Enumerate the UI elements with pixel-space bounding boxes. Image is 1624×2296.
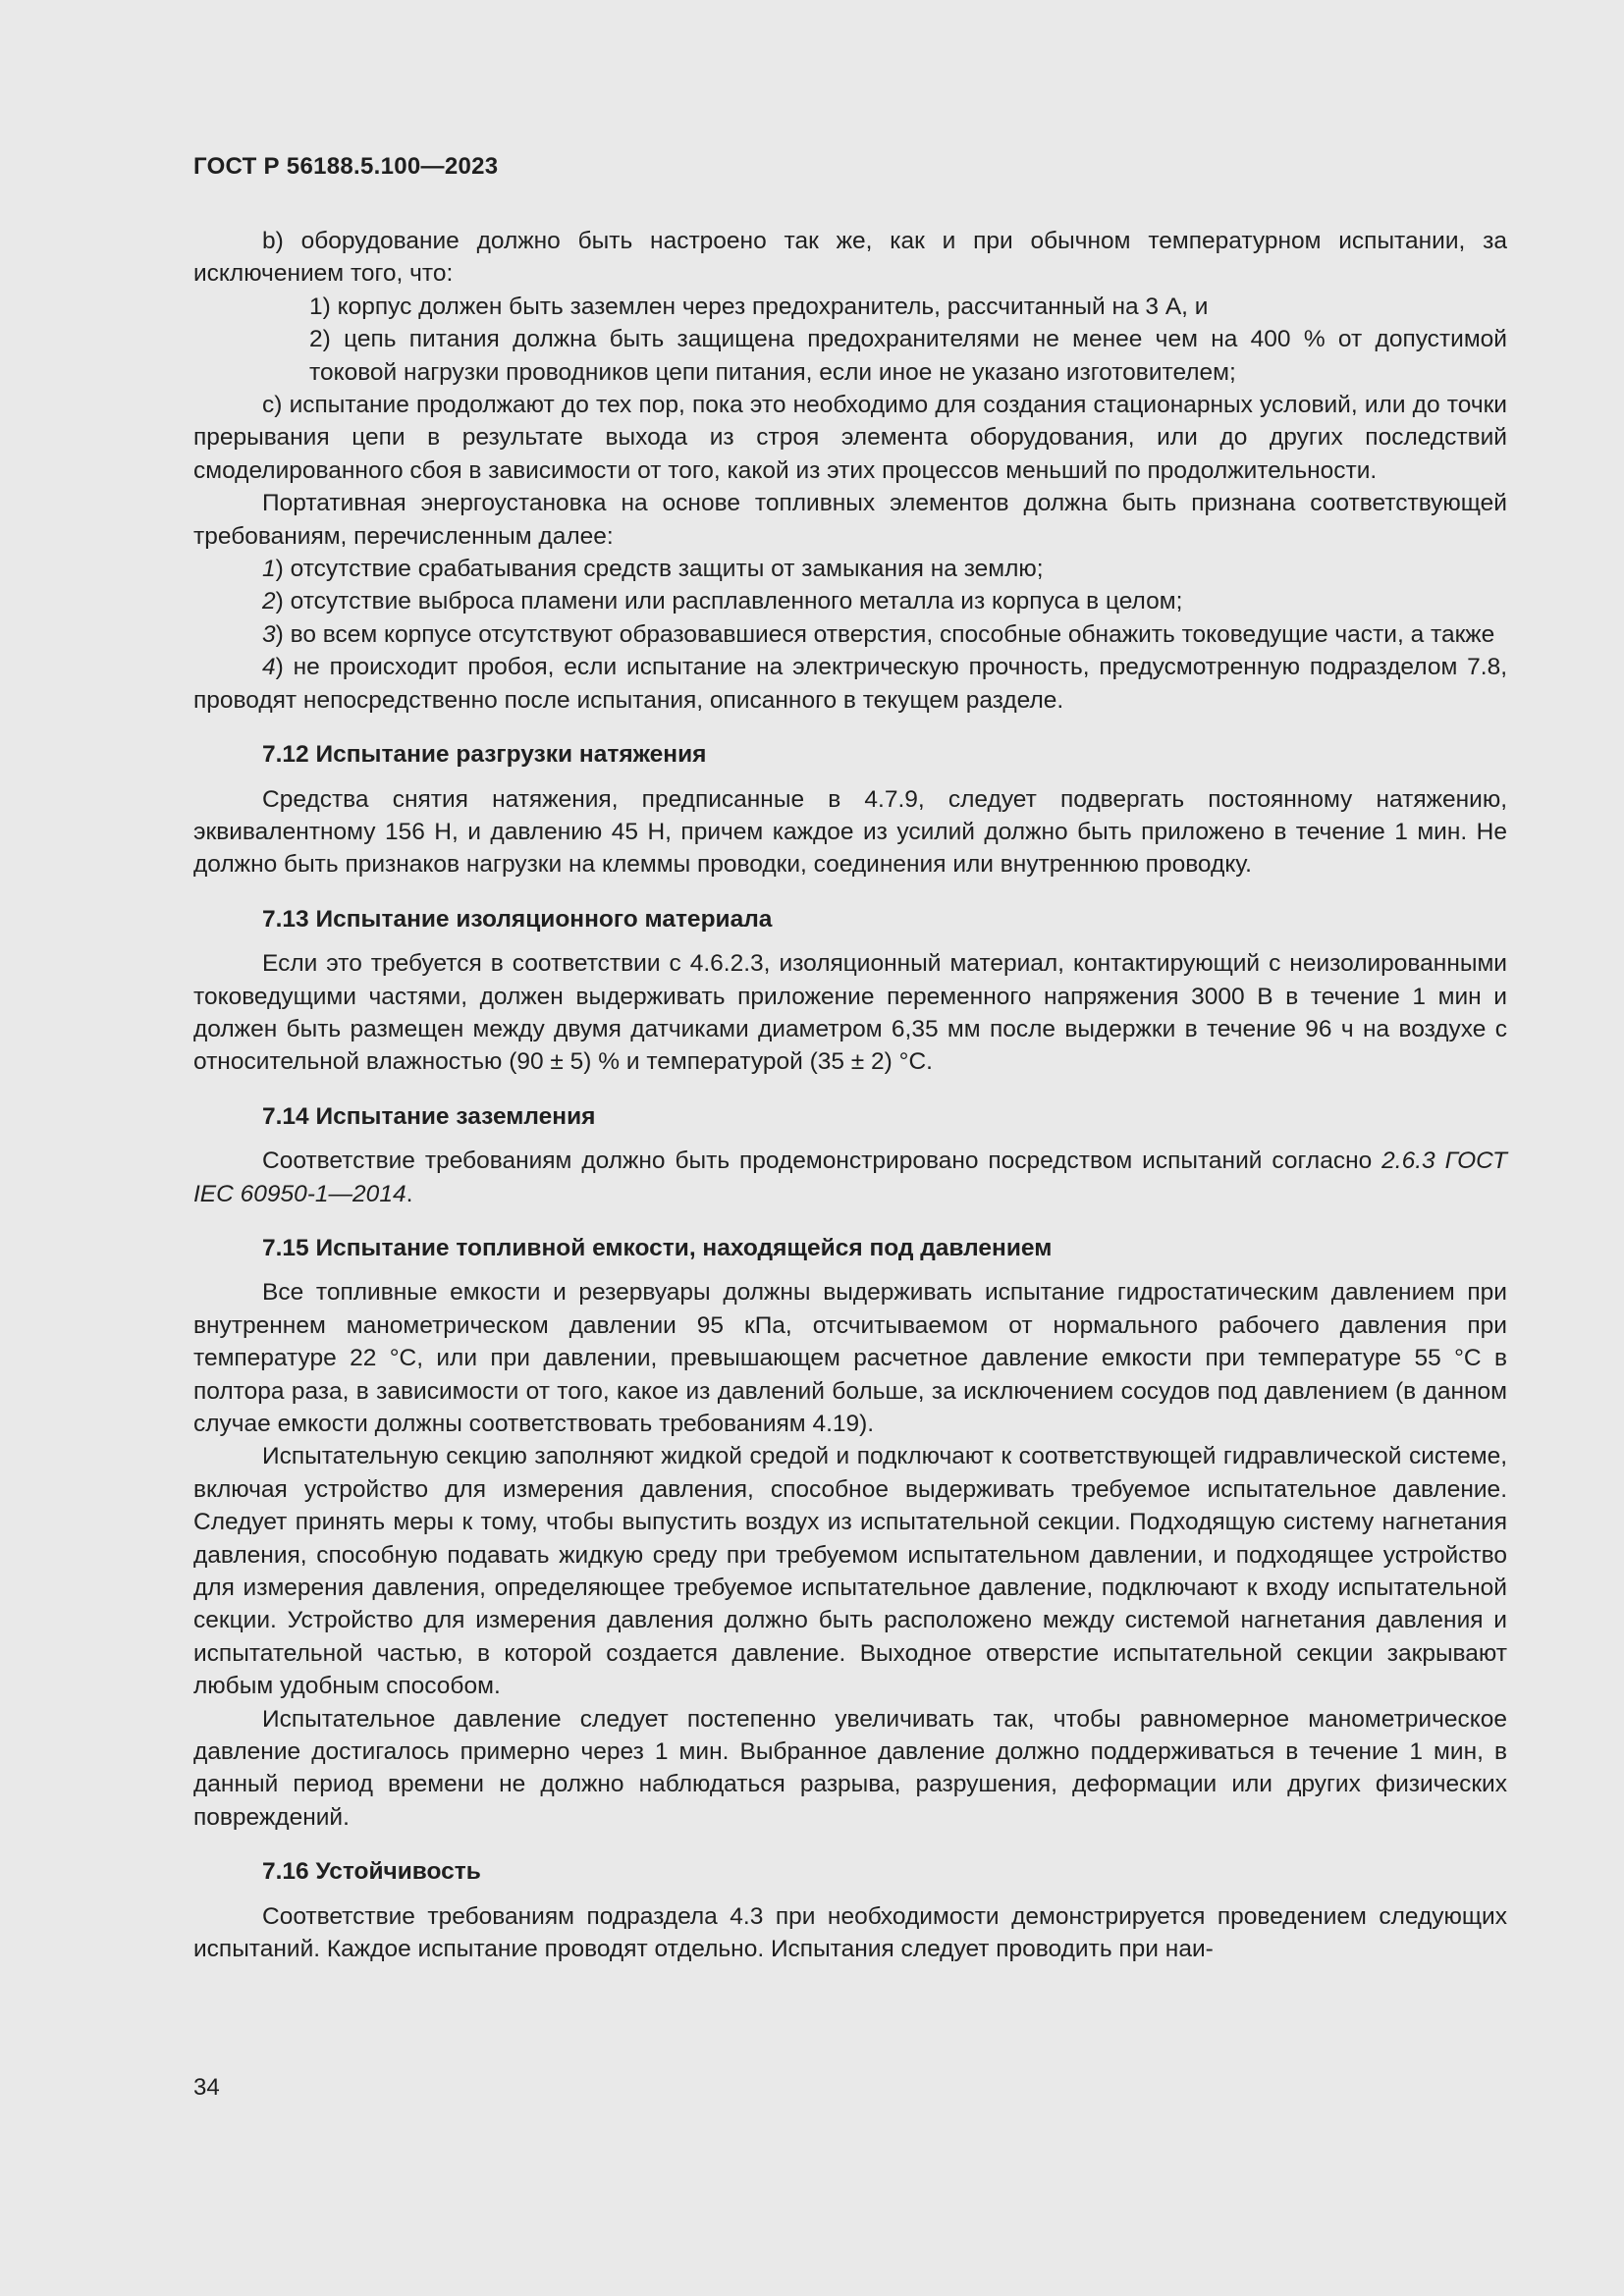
document-header: ГОСТ Р 56188.5.100—2023 (193, 153, 499, 180)
section-heading-7-15: 7.15 Испытание топливной емкости, находящейся под давлением (262, 1234, 1053, 1261)
requirement-3-text: ) во всем корпусе отсутствуют образовавшиеся отверстия, способные обнажить токоведущие части, а также (275, 620, 1495, 648)
requirement-2 (193, 585, 1507, 617)
section-7-13-text: Если это требуется в соответствии с 4.6.2.3, изоляционный материал, контактирующий с неизолированными токоведущими частями, должен выдерживать приложение переменного напряжения 3000 В в течение 1 мин и должен быть размещен между двумя датчиками диаметром 6,35 мм после выдержки в течение 96 ч на воздухе с относительной влажностью (90 ± 5) % и температурой (35 ± 2) °С. (193, 950, 1507, 1076)
item-b1: 1) корпус должен быть заземлен через предохранитель, рассчитанный на 3 А, и (309, 293, 1209, 320)
section-7-12-text: Средства снятия натяжения, предписанные в 4.7.9, следует подвергать постоянному натяжению, эквивалентному 156 Н, и давлению 45 Н, причем каждое из усилий должно быть приложено в течение 1 мин. Не должно быть признаков нагрузки на клеммы проводки, соединения или внутреннюю проводку. (193, 785, 1507, 879)
section-7-14-end: . (406, 1180, 413, 1207)
requirement-2-text: ) отсутствие выброса пламени или расплавленного металла из корпуса в целом; (275, 588, 1183, 615)
requirement-2-number: 2 (262, 588, 276, 615)
section-7-16-text: Соответствие требованиям подраздела 4.3 при необходимости демонстрируется проведением следующих испытаний. Каждое испытание проводят отдельно. Испытания следует проводить при наи- (193, 1902, 1507, 1963)
requirement-1-number: 1 (262, 556, 276, 583)
item-b: b) оборудование должно быть настроено так же, как и при обычном температурном испытании, за исключением того, что: (193, 228, 1507, 288)
standard-reference: 2.6.3 ГОСТ IEC 60950-1—2014 (193, 1148, 1508, 1207)
requirement-3-number: 3 (262, 620, 276, 648)
section-heading-7-14: 7.14 Испытание заземления (262, 1102, 596, 1130)
item-c: c) испытание продолжают до тех пор, пока это необходимо для создания стационарных условий, или до точки прерывания цепи в результате выхода из строя элемента оборудования, или до других последствий смоделированного сбоя в зависимости от того, какой из этих процессов меньший по продолжительности. (193, 392, 1507, 484)
section-heading-7-16: 7.16 Устойчивость (262, 1858, 481, 1886)
section-heading-7-13: 7.13 Испытание изоляционного материала (262, 905, 773, 933)
requirement-4-number: 4 (262, 654, 276, 681)
section-7-15-paragraph-1: Все топливные емкости и резервуары должны выдерживать испытание гидростатическим давлением при внутреннем манометрическом давлении 95 кПа, отсчитываемом от нормального рабочего давления при температуре 22 °С, или при давлении, превышающем расчетное давление емкости при температуре 55 °С в полтора раза, в зависимости от того, какое из давлений больше, за исключением сосудов под давлением (в данном случае емкости должны соответствовать требованиям 4.19). (193, 1279, 1507, 1437)
requirement-4-text: ) не происходит пробоя, если испытание на электрическую прочность, предусмотренную подразделом 7.8, проводят непосредственно после испытания, описанного в текущем разделе. (193, 654, 1507, 714)
section-7-15-paragraph-3: Испытательное давление следует постепенно увеличивать так, чтобы равномерное манометрическое давление достигалось примерно через 1 мин. Выбранное давление должно поддерживаться в течение 1 мин, в данный период времени не должно наблюдаться разрыва, разрушения, деформации или других физических повреждений. (193, 1705, 1507, 1831)
item-b2: 2) цепь питания должна быть защищена предохранителями не менее чем на 400 % от допустимой токовой нагрузки проводников цепи питания, если иное не указано изготовителем; (309, 326, 1507, 386)
document-body (193, 225, 1507, 1966)
section-7-14-lead: Соответствие требованиям должно быть продемонстрировано посредством испытаний согласно (262, 1148, 1382, 1175)
page-number: 34 (193, 2074, 220, 2101)
portable-paragraph: Портативная энергоустановка на основе топливных элементов должна быть признана соответствующей требованиям, перечисленным далее: (193, 490, 1507, 550)
requirement-3 (193, 618, 1507, 651)
section-7-14-text (193, 1145, 1507, 1210)
requirement-1-text: ) отсутствие срабатывания средств защиты от замыкания на землю; (275, 556, 1044, 583)
section-7-15-paragraph-2: Испытательную секцию заполняют жидкой средой и подключают к соответствующей гидравлической системе, включая устройство для измерения давления, способное выдерживать требуемое испытательное давление. Следует принять меры к тому, чтобы выпустить воздух из испытательной секции. Подходящую систему нагнетания давления, способную подавать жидкую среду при требуемом испытательном давлении, и подходящее устройство для измерения давления, определяющее требуемое испытательное давление, подключают к входу испытательной секции. Устройство для измерения давления должно быть расположено между системой нагнетания давления и испытательной частью, в которой создается давление. Выходное отверстие испытательной секции закрывают любым удобным способом. (193, 1443, 1507, 1700)
section-heading-7-12: 7.12 Испытание разгрузки натяжения (262, 741, 707, 769)
requirement-1 (193, 553, 1507, 585)
requirement-4 (193, 651, 1507, 717)
